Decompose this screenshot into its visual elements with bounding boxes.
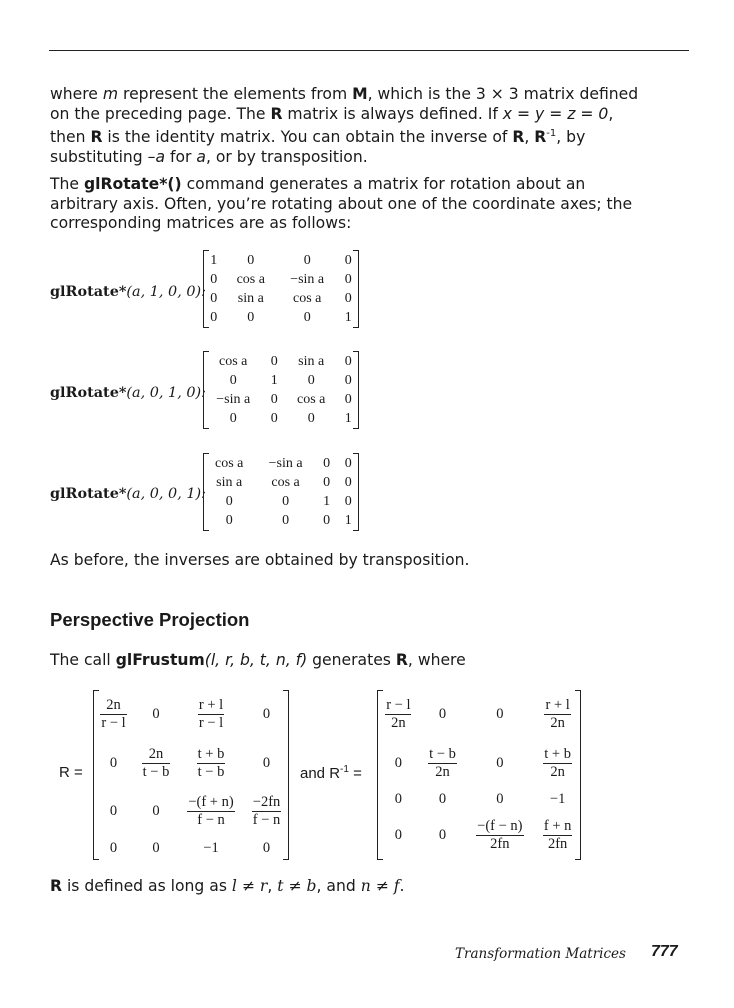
- matrix-cell: 1: [344, 309, 352, 325]
- matrix-cell: 0: [282, 512, 290, 528]
- matrix-cell: −1: [549, 790, 566, 807]
- header-rule: [49, 50, 689, 51]
- matrix-cell: 0: [262, 705, 271, 722]
- matrix-cell: [420, 739, 466, 788]
- rotate-y-matrix: [203, 351, 359, 429]
- matrix-cell: 0: [344, 391, 352, 407]
- fraction: [252, 794, 282, 829]
- matrix-row: [203, 352, 359, 371]
- matrix-row: [203, 454, 359, 473]
- matrix-cell: 0: [270, 391, 278, 407]
- paragraph-conditions: R is defined as long as l ≠ r, t ≠ b, and n ≠ f.: [50, 877, 405, 895]
- matrix-cell: −1: [203, 839, 219, 856]
- matrix-row: [377, 811, 581, 860]
- matrix-cell: cos a: [297, 391, 326, 407]
- fraction: [544, 697, 570, 732]
- matrix-cell: 0: [210, 271, 218, 287]
- matrix-row: [93, 788, 289, 837]
- matrix-cell: 0: [262, 754, 271, 771]
- denominator: 2n: [391, 714, 406, 731]
- matrix-row: [93, 739, 289, 788]
- matrix-cell: 0: [152, 705, 160, 722]
- matrix-row: [203, 511, 359, 530]
- matrix-cell: [534, 690, 581, 739]
- matrix-cell: 0: [109, 839, 118, 856]
- matrix-cell: −sin a: [268, 455, 303, 471]
- matrix-cell: 0: [323, 455, 331, 471]
- matrix-cell: 0: [225, 512, 233, 528]
- r-equals-label: R =: [59, 764, 83, 781]
- matrix-cell: 0: [210, 290, 218, 306]
- denominator: t − b: [142, 763, 170, 780]
- matrix-cell: 0: [438, 705, 447, 722]
- matrix-cell: 0: [394, 754, 402, 771]
- matrix-cell: cos a: [215, 455, 244, 471]
- denominator: r − l: [101, 714, 126, 731]
- matrix-cell: 0: [344, 271, 352, 287]
- denominator: 2n: [435, 763, 450, 780]
- fraction: [385, 697, 411, 732]
- matrix-cell: 0: [438, 790, 447, 807]
- matrix-cell: 0: [344, 353, 352, 369]
- matrix-cell: 1: [344, 410, 352, 426]
- matrix-row: [203, 371, 359, 390]
- denominator: r − l: [198, 714, 224, 731]
- matrix-cell: 0: [496, 705, 504, 722]
- matrix-cell: 0: [225, 493, 233, 509]
- paragraph-inverse: where m represent the elements from M, which is the 3 × 3 matrix defined on the preceding page. The R matrix is always defined. If x = y = z = 0, then R is the identity matrix. You can obtain the inverse of R, $R^{-1}$, by substituting –a for a, or by transposition.: [50, 85, 639, 166]
- matrix-cell: 0: [109, 803, 118, 820]
- matrix-cell: [178, 690, 244, 739]
- numerator: t + b: [197, 745, 225, 762]
- matrix-cell: [465, 811, 534, 860]
- matrix-cell: 0: [262, 839, 271, 856]
- matrix-cell: 0: [496, 790, 504, 807]
- numerator: −(f − n): [477, 818, 523, 835]
- matrix-cell: cos a: [236, 271, 265, 287]
- matrix-cell: 0: [229, 372, 237, 388]
- paragraph-rotate-intro: The glRotate*() command generates a matrix for rotation about an arbitrary axis. Often, you’re rotating about one of the coordinate axes; the corresponding matrices are as follows:: [50, 175, 633, 233]
- matrix-cell: 0: [307, 410, 315, 426]
- matrix-cell: 0: [438, 827, 447, 844]
- matrix-cell: 0: [229, 410, 237, 426]
- matrix-row: [203, 409, 359, 428]
- matrix-cell: 0: [303, 252, 311, 268]
- fraction: [198, 697, 224, 732]
- matrix-row: [93, 690, 289, 739]
- fraction: [543, 746, 572, 781]
- numerator: −2fn: [252, 794, 281, 811]
- fraction: [142, 746, 171, 781]
- rotate-z-label: glRotate*(a, 0, 0, 1):: [50, 485, 206, 502]
- numerator: f + n: [543, 818, 572, 835]
- matrix-cell: 0: [152, 803, 160, 820]
- numerator: −(f + n): [188, 794, 234, 811]
- matrix-cell: 0: [152, 839, 160, 856]
- matrix-cell: 0: [344, 474, 352, 490]
- paragraph-transposition: As before, the inverses are obtained by transposition.: [50, 551, 470, 569]
- denominator: f − n: [197, 812, 225, 829]
- matrix-cell: [93, 690, 134, 739]
- matrix-cell: 1: [344, 512, 352, 528]
- numerator: 2n: [142, 746, 171, 764]
- denominator: 2n: [550, 714, 565, 731]
- matrix-row: [93, 836, 289, 860]
- matrix-cell: 0: [394, 827, 402, 844]
- matrix-cell: 0: [270, 410, 278, 426]
- numerator: t − b: [429, 745, 456, 762]
- matrix-row: [203, 390, 359, 409]
- matrix-cell: [178, 739, 244, 788]
- matrix-cell: [534, 739, 581, 788]
- matrix-cell: 0: [344, 290, 352, 306]
- fraction: [197, 746, 226, 781]
- denominator: 2fn: [490, 836, 510, 853]
- matrix-cell: cos a: [292, 290, 322, 306]
- denominator: t − b: [197, 763, 225, 780]
- matrix-cell: 0: [210, 309, 218, 325]
- numerator: 2n: [100, 697, 126, 715]
- matrix-cell: 1: [323, 493, 331, 509]
- matrix-row: [203, 308, 359, 327]
- fraction: [476, 818, 523, 853]
- matrix-cell: 0: [323, 474, 331, 490]
- matrix-cell: [134, 739, 178, 788]
- denominator: 2n: [550, 763, 565, 780]
- page-number: 777: [651, 943, 678, 960]
- denominator: f − n: [252, 812, 281, 829]
- matrix-row: [377, 739, 581, 788]
- matrix-cell: 0: [344, 372, 352, 388]
- matrix-cell: 0: [344, 252, 352, 268]
- numerator: r − l: [386, 696, 411, 713]
- matrix-row: [203, 270, 359, 289]
- rotate-x-label: glRotate*(a, 1, 0, 0):: [50, 283, 206, 300]
- fraction: [428, 746, 457, 781]
- matrix-cell: 0: [247, 252, 255, 268]
- matrix-row: [203, 251, 359, 270]
- numerator: t + b: [544, 745, 571, 762]
- matrix-cell: −sin a: [216, 391, 251, 407]
- matrix-cell: sin a: [216, 474, 243, 490]
- matrix-cell: 0: [270, 353, 278, 369]
- denominator: 2fn: [547, 836, 568, 853]
- matrix-cell: 0: [344, 493, 352, 509]
- and-rinv-label: and $R^{-1}$ =: [300, 764, 362, 782]
- matrix-cell: 0: [394, 790, 402, 807]
- matrix-cell: 0: [282, 493, 290, 509]
- matrix-cell: 1: [270, 372, 278, 388]
- matrix-cell: 0: [247, 309, 255, 325]
- rotate-y-label: glRotate*(a, 0, 1, 0):: [50, 384, 206, 401]
- matrix-row: [203, 473, 359, 492]
- matrix-cell: sin a: [298, 353, 325, 369]
- matrix-cell: 0: [109, 754, 118, 771]
- frustum-inverse-matrix: [377, 690, 581, 860]
- matrix-cell: −sin a: [290, 271, 325, 287]
- matrix-cell: 0: [307, 372, 315, 388]
- matrix-cell: cos a: [219, 353, 248, 369]
- matrix-cell: 1: [210, 252, 218, 268]
- matrix-cell: 0: [323, 512, 331, 528]
- footer-chapter-title: Transformation Matrices: [455, 946, 626, 962]
- matrix-cell: [534, 811, 581, 860]
- numerator: r + l: [198, 696, 224, 713]
- matrix-cell: 0: [303, 309, 311, 325]
- fraction: [543, 818, 573, 853]
- fraction: [100, 697, 126, 732]
- section-heading: Perspective Projection: [50, 609, 250, 630]
- paragraph-frustum: The call glFrustum(l, r, b, t, n, f) generates R, where: [50, 651, 466, 669]
- matrix-cell: cos a: [271, 474, 300, 490]
- frustum-matrix: [93, 690, 289, 860]
- rotate-x-matrix: [203, 250, 359, 328]
- matrix-cell: [377, 690, 420, 739]
- matrix-row: [377, 690, 581, 739]
- matrix-row: [203, 492, 359, 511]
- matrix-cell: 0: [496, 754, 504, 771]
- matrix-cell: [178, 788, 244, 837]
- numerator: r + l: [545, 696, 570, 713]
- matrix-row: [203, 289, 359, 308]
- rotate-z-matrix: [203, 453, 359, 531]
- matrix-row: [377, 788, 581, 812]
- matrix-cell: 0: [344, 455, 352, 471]
- matrix-cell: sin a: [237, 290, 264, 306]
- fraction: [187, 794, 234, 829]
